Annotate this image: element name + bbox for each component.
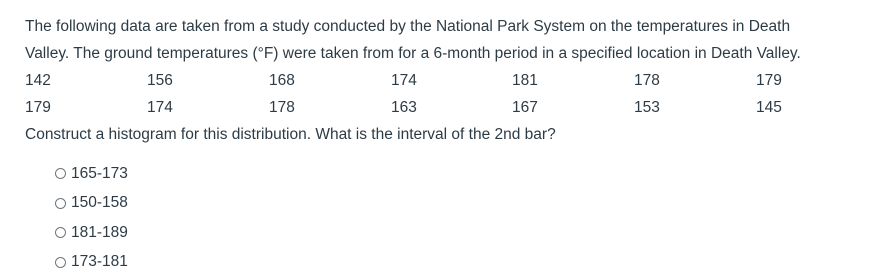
- data-cell: 163: [391, 99, 417, 116]
- data-cell: 168: [269, 72, 295, 89]
- answer-option-2[interactable]: [55, 189, 128, 219]
- answer-option-label: 165-173: [71, 164, 128, 182]
- radio-button[interactable]: [55, 198, 66, 209]
- radio-button[interactable]: [55, 257, 66, 268]
- answer-options: [55, 159, 128, 277]
- answer-option-4[interactable]: [55, 248, 128, 278]
- data-cell: 145: [756, 99, 782, 116]
- data-cell: 153: [634, 99, 660, 116]
- data-cell: 178: [634, 72, 660, 89]
- answer-option-label: 150-158: [71, 194, 128, 212]
- data-cell: 179: [25, 99, 51, 116]
- answer-option-1[interactable]: [55, 159, 128, 189]
- data-row-2: [25, 94, 816, 121]
- data-cell: 181: [512, 72, 538, 89]
- data-cell: 167: [512, 99, 538, 116]
- data-cell: 174: [391, 72, 417, 89]
- radio-button[interactable]: [55, 168, 66, 179]
- answer-option-label: 173-181: [71, 253, 128, 271]
- data-row-1: [25, 67, 816, 94]
- radio-button[interactable]: [55, 227, 66, 238]
- question-block: [25, 13, 885, 148]
- question-intro-line-1: The following data are taken from a study conducted by the National Park System on the temperatures in Death: [25, 18, 791, 35]
- data-cell: 178: [269, 99, 295, 116]
- data-cell: 142: [25, 72, 51, 89]
- question-intro-line-2: Valley. The ground temperatures (°F) were taken from for a 6-month period in a specified location in Death Valley.: [25, 45, 801, 62]
- data-cell: 174: [147, 99, 173, 116]
- data-cell: 179: [756, 72, 782, 89]
- question-prompt: Construct a histogram for this distribution. What is the interval of the 2nd bar?: [25, 126, 556, 143]
- answer-option-3[interactable]: [55, 218, 128, 248]
- answer-option-label: 181-189: [71, 223, 128, 241]
- data-cell: 156: [147, 72, 173, 89]
- temperature-data-table: [25, 67, 816, 121]
